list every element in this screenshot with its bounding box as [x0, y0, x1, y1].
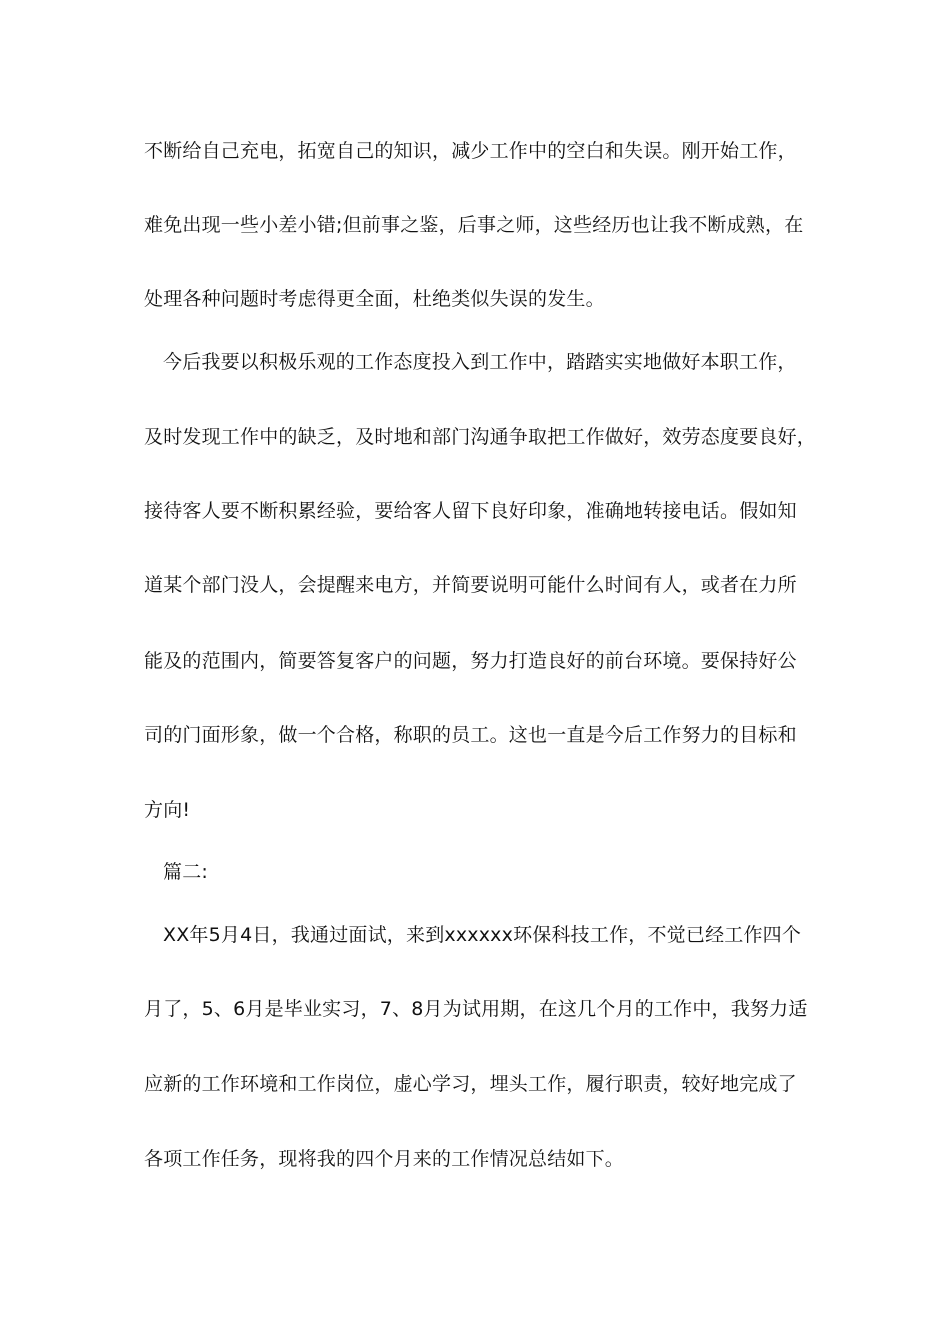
text-line: 难免出现一些小差小错;但前事之鉴，后事之师，这些经历也让我不断成熟，在: [144, 214, 804, 236]
paragraph-first-line: 今后我要以积极乐观的工作态度投入到工作中，踏踏实实地做好本职工作，: [163, 351, 797, 373]
text-line: 月了，5、6月是毕业实习，7、8月为试用期，在这几个月的工作中，我努力适: [144, 998, 808, 1020]
text-line: 道某个部门没人，会提醒来电方，并简要说明可能什么时间有人，或者在力所: [144, 574, 797, 596]
text-line: 不断给自己充电，拓宽自己的知识，减少工作中的空白和失误。刚开始工作，: [144, 140, 797, 162]
text-line: 方向!: [144, 799, 191, 821]
text-line: 应新的工作环境和工作岗位，虚心学习，埋头工作，履行职责，较好地完成了: [144, 1073, 797, 1095]
paragraph-first-line: XX年5月4日，我通过面试，来到xxxxxx环保科技工作，不觉已经工作四个: [163, 924, 802, 946]
text-line: 接待客人要不断积累经验，要给客人留下良好印象，准确地转接电话。假如知: [144, 500, 797, 522]
text-line: 及时发现工作中的缺乏，及时地和部门沟通争取把工作做好，效劳态度要良好，: [144, 426, 817, 448]
text-line: 各项工作任务，现将我的四个月来的工作情况总结如下。: [144, 1148, 625, 1170]
section-heading: 篇二:: [163, 861, 209, 883]
text-line: 处理各种问题时考虑得更全面，杜绝类似失误的发生。: [144, 288, 605, 310]
text-line: 能及的范围内，简要答复客户的问题，努力打造良好的前台环境。要保持好公: [144, 650, 797, 672]
text-line: 司的门面形象，做一个合格，称职的员工。这也一直是今后工作努力的目标和: [144, 724, 797, 746]
